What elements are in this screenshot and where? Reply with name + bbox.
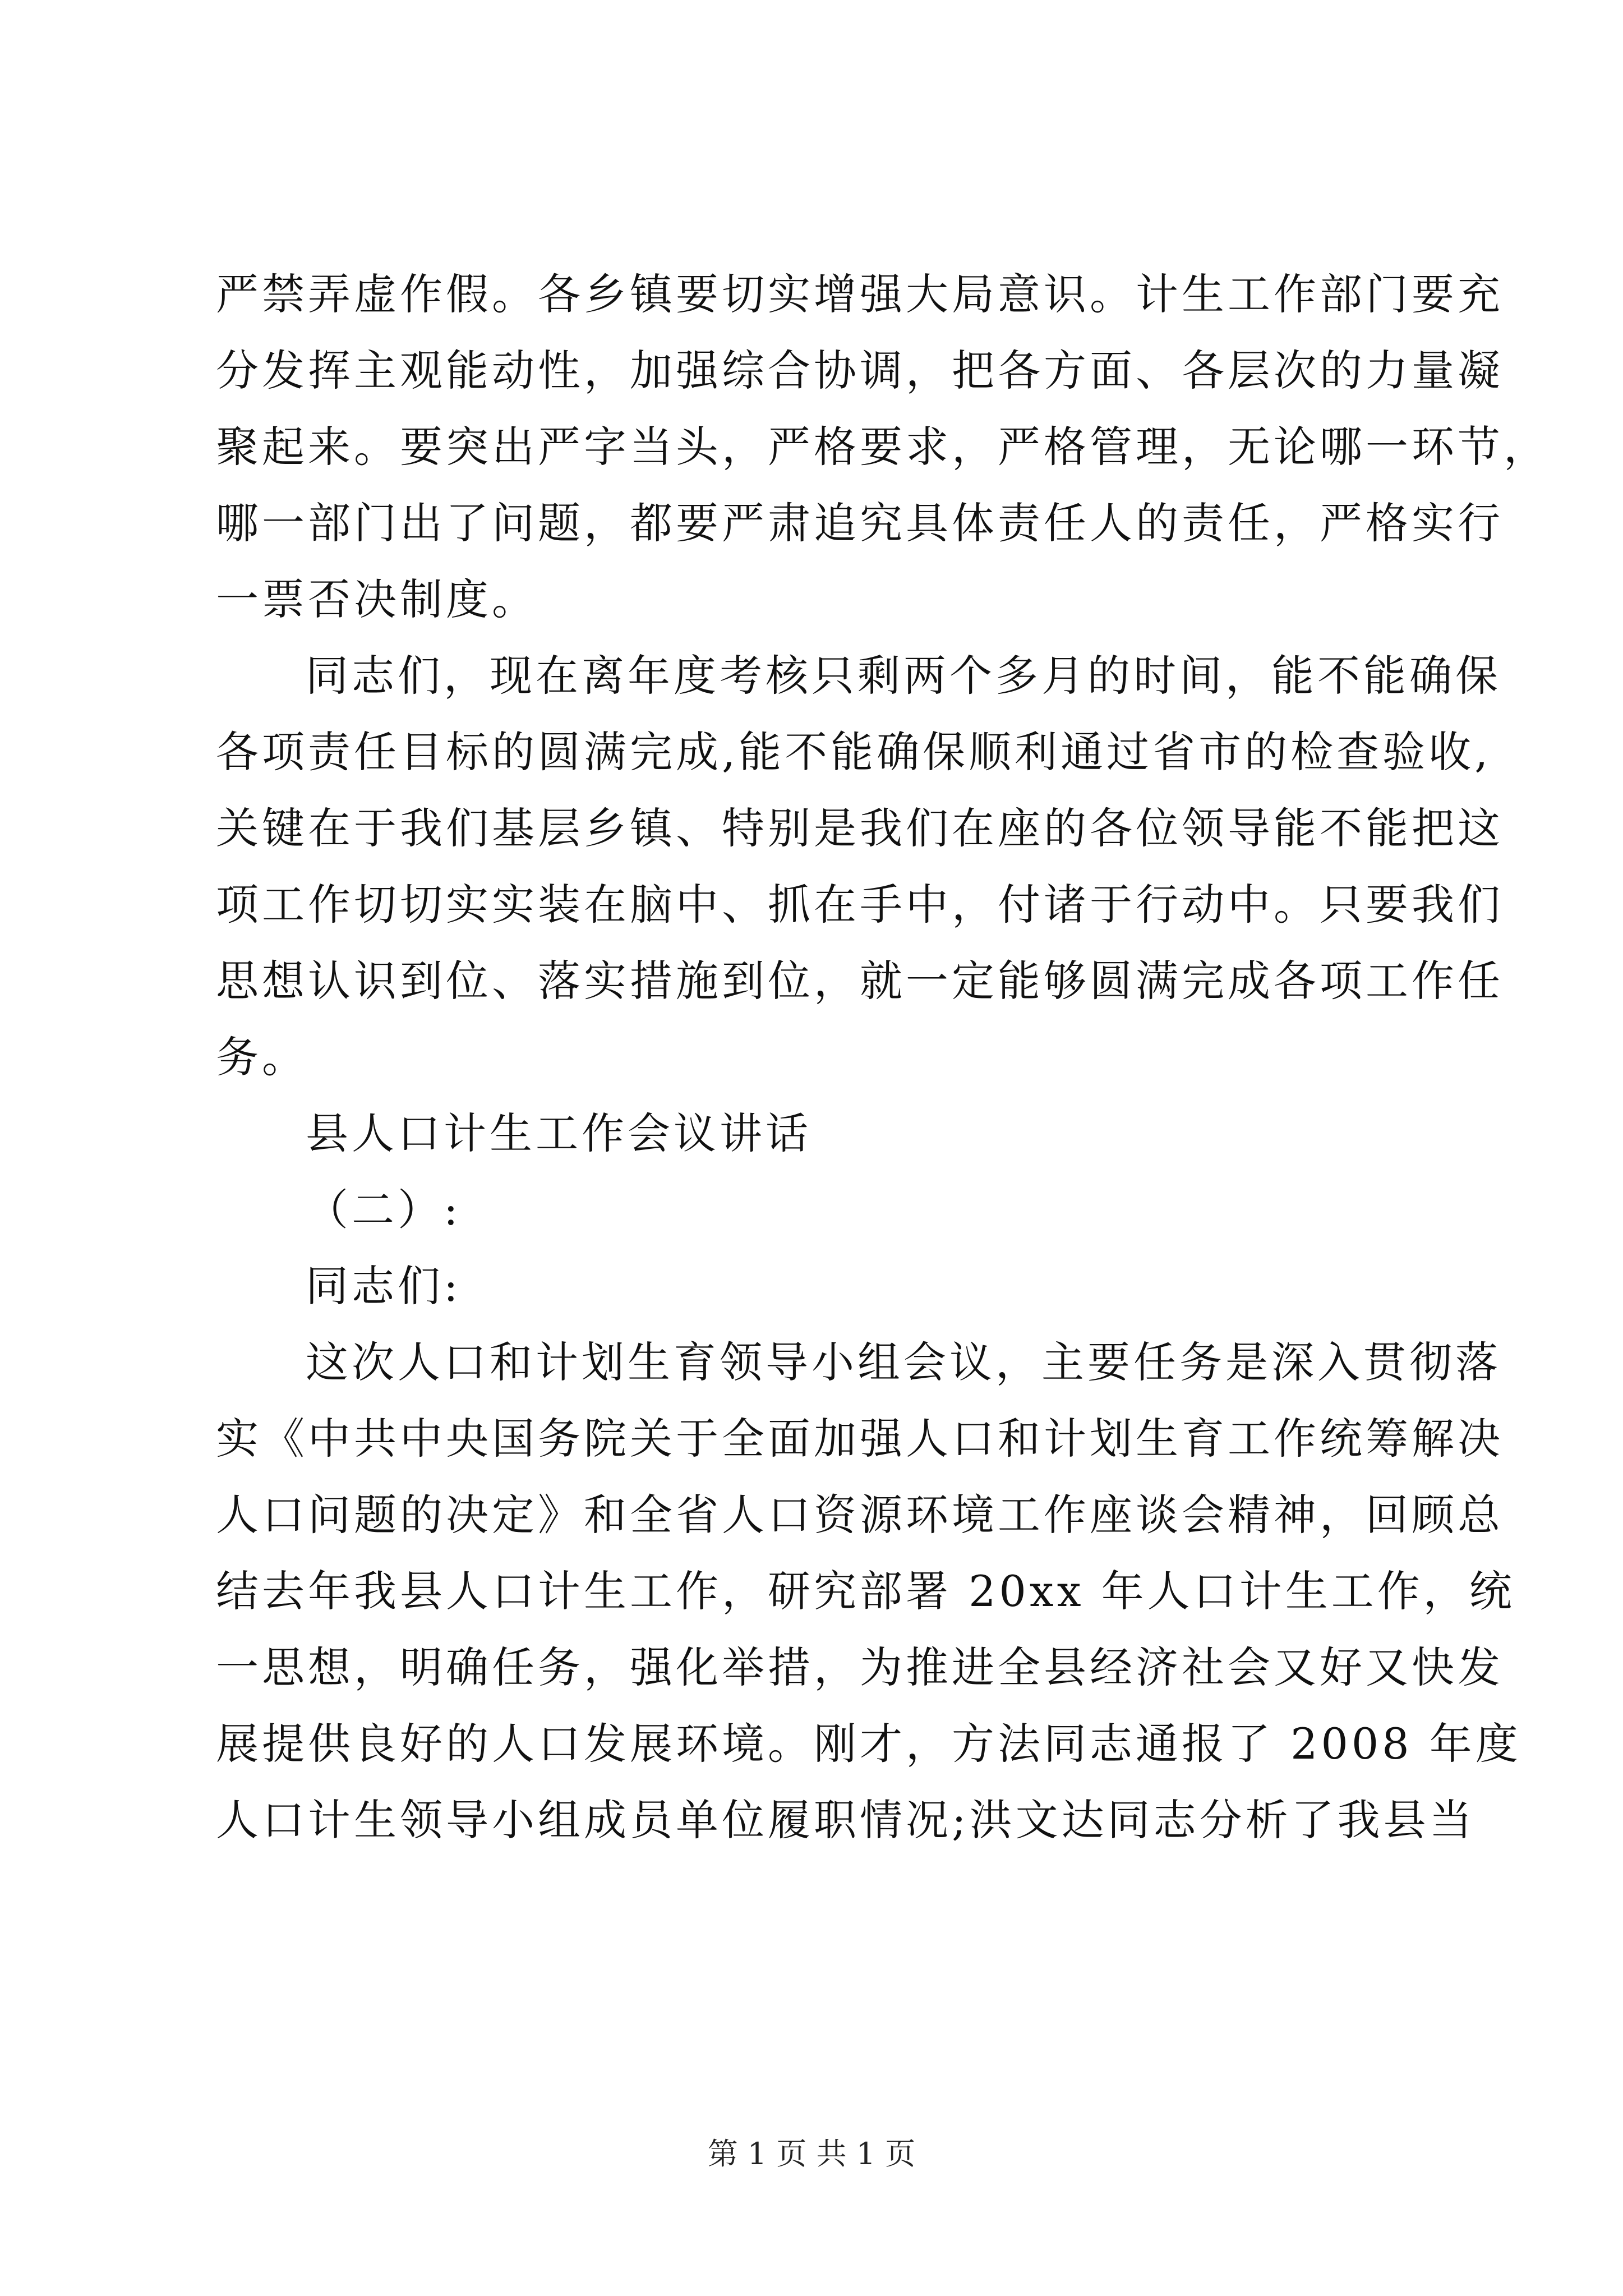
page-footer: 第 1 页 共 1 页 [707, 2136, 916, 2171]
paragraph-line: 展提供良好的人口发展环境。刚才，方法同志通报了 2008 年度 [216, 1719, 1521, 1769]
paragraph-line: 一思想，明确任务，强化举措，为推进全县经济社会又好又快发 [216, 1642, 1504, 1692]
section-subtitle: （二）: [306, 1185, 462, 1235]
paragraph-line: 聚起来。要突出严字当头，严格要求，严格管理，无论哪一环节， [216, 422, 1550, 472]
paragraph-line: 同志们，现在离年度考核只剩两个多月的时间，能不能确保 [306, 651, 1501, 701]
salutation: 同志们: [306, 1261, 462, 1311]
paragraph-line: 一票否决制度。 [216, 574, 538, 624]
paragraph-line: 分发挥主观能动性，加强综合协调，把各方面、各层次的力量凝 [216, 346, 1504, 395]
paragraph-line: 严禁弄虚作假。各乡镇要切实增强大局意识。计生工作部门要充 [216, 269, 1504, 319]
paragraph-line: 关键在于我们基层乡镇、特别是我们在座的各位领导能不能把这 [216, 803, 1504, 853]
paragraph-line: 项工作切切实实装在脑中、抓在手中，付诸于行动中。只要我们 [216, 880, 1504, 930]
paragraph-line: 实《中共中央国务院关于全面加强人口和计划生育工作统筹解决 [216, 1414, 1504, 1464]
section-title: 县人口计生工作会议讲话 [306, 1108, 811, 1158]
paragraph-line: 务。 [216, 1032, 308, 1082]
paragraph-line: 结去年我县人口计生工作，研究部署 20xx 年人口计生工作，统 [216, 1566, 1515, 1616]
paragraph-line: 各项责任目标的圆满完成,能不能确保顺利通过省市的检查验收, [216, 727, 1492, 777]
paragraph-line: 哪一部门出了问题，都要严肃追究具体责任人的责任，严格实行 [216, 498, 1504, 548]
paragraph-line: 思想认识到位、落实措施到位，就一定能够圆满完成各项工作任 [216, 956, 1504, 1006]
paragraph-line: 这次人口和计划生育领导小组会议，主要任务是深入贯彻落 [306, 1337, 1501, 1387]
paragraph-line: 人口问题的决定》和全省人口资源环境工作座谈会精神，回顾总 [216, 1490, 1504, 1540]
paragraph-line: 人口计生领导小组成员单位履职情况;洪文达同志分析了我县当 [216, 1795, 1476, 1845]
